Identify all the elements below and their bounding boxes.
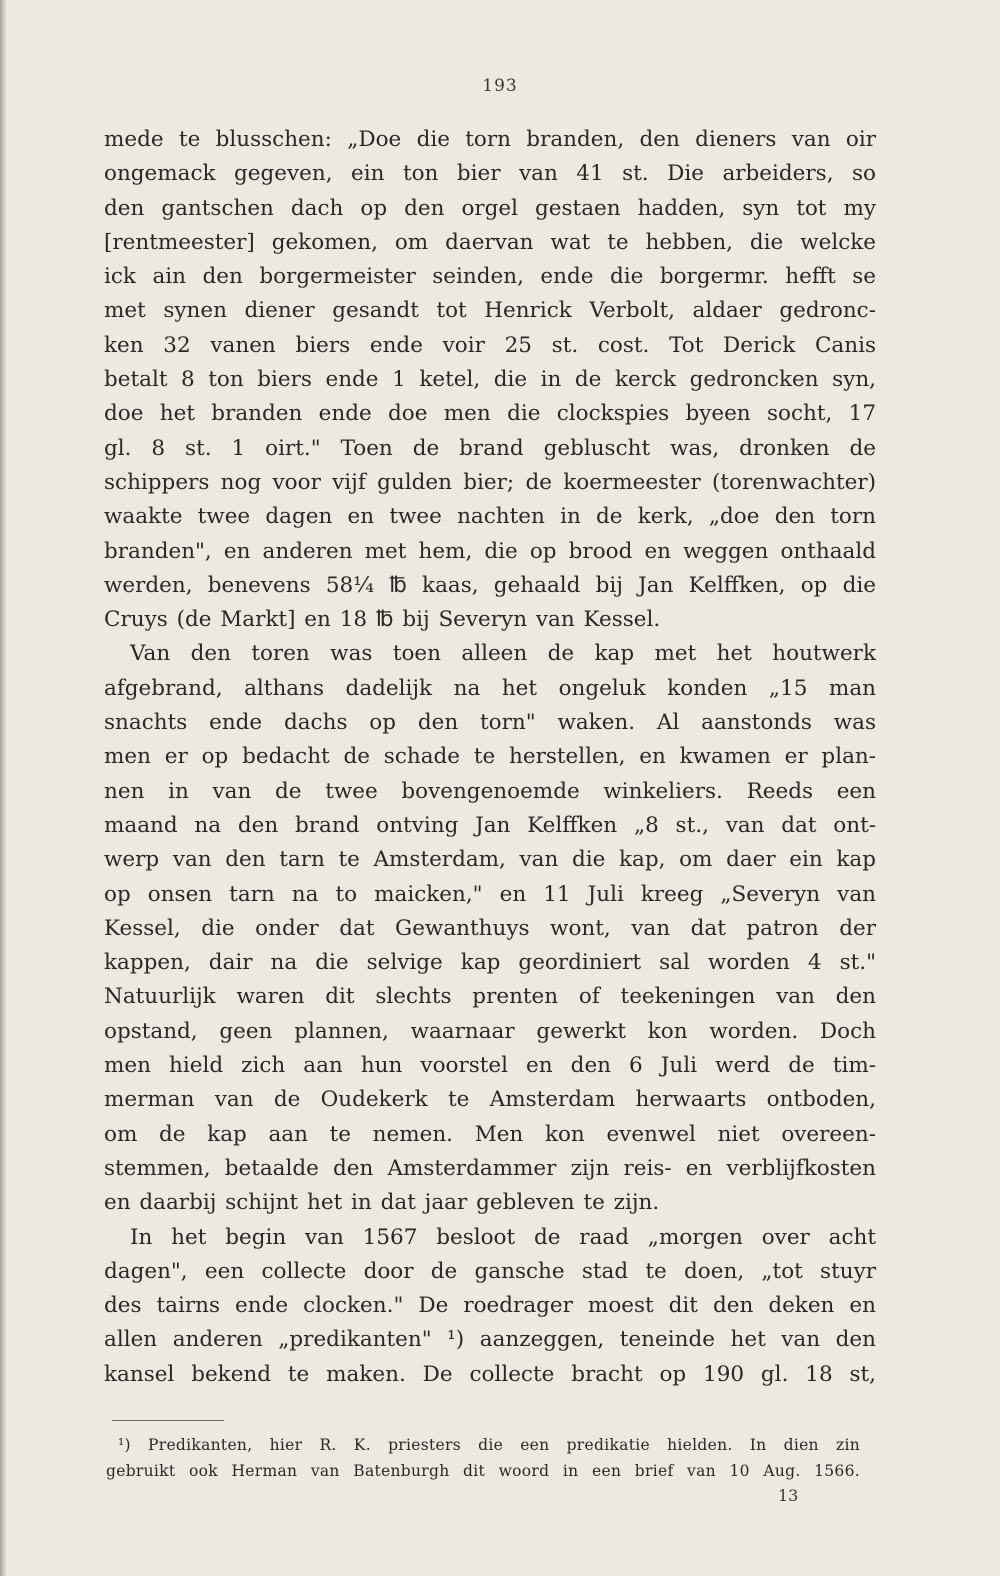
text-line: ick ain den borgermeister seinden, ende die borgermr. hefft se <box>104 264 876 290</box>
text-line: Natuurlijk waren dit slechts prenten of teekeningen van den <box>104 984 876 1010</box>
text-line: schippers nog voor vijf gulden bier; de koermeester (torenwachter) <box>104 469 876 495</box>
text-line: waakte twee dagen en twee nachten in de kerk, „doe den torn <box>104 504 876 530</box>
text-line: dagen", een collecte door de gansche stad te doen, „tot stuyr <box>104 1258 876 1284</box>
paragraph-start-line: Van den toren was toen alleen de kap met het houtwerk <box>130 641 876 667</box>
signature-mark: 13 <box>778 1486 799 1505</box>
text-line: branden", en anderen met hem, die op brood en weggen onthaald <box>104 538 876 564</box>
text-line: werp van den tarn te Amsterdam, van die kap, om daer ein kap <box>104 847 876 873</box>
text-line: om de kap aan te nemen. Men kon evenwel niet overeen- <box>104 1121 876 1147</box>
text-line: den gantschen dach op den orgel gestaen hadden, syn tot my <box>104 195 876 221</box>
footnotes <box>106 1432 860 1484</box>
text-line: opstand, geen plannen, waarnaar gewerkt kon worden. Doch <box>104 1018 876 1044</box>
paragraph-end-line: en daarbij schijnt het in dat jaar gebleven te zijn. <box>104 1190 660 1216</box>
page-edge-shadow <box>0 0 6 1576</box>
paragraph-end-line: Cruys (de Markt] en 18 ℔ bij Severyn van Kessel. <box>104 607 661 633</box>
text-line: nen in van de twee bovengenoemde winkeliers. Reeds een <box>104 778 876 804</box>
body-text <box>104 123 876 1392</box>
text-line: met synen diener gesandt tot Henrick Verbolt, aldaer gedronc- <box>104 298 876 324</box>
text-line: merman van de Oudekerk te Amsterdam herwaarts ontboden, <box>104 1087 876 1113</box>
text-line: kansel bekend te maken. De collecte bracht op 190 gl. 18 st, <box>104 1361 876 1387</box>
text-line: gl. 8 st. 1 oirt." Toen de brand gebluscht was, dronken de <box>104 435 876 461</box>
text-line: men hield zich aan hun voorstel en den 6 Juli werd de tim- <box>104 1053 876 1079</box>
text-line: Kessel, die onder dat Gewanthuys wont, van dat patron der <box>104 915 876 941</box>
page-number: 193 <box>482 76 518 96</box>
text-line: stemmen, betaalde den Amsterdammer zijn reis- en verblijfkosten <box>104 1155 876 1181</box>
text-line: afgebrand, althans dadelijk na het ongeluk konden „15 man <box>104 675 876 701</box>
paragraph-start-line: In het begin van 1567 besloot de raad „morgen over acht <box>130 1224 876 1250</box>
text-line: des tairns ende clocken." De roedrager moest dit den deken en <box>104 1293 876 1319</box>
text-line: men er op bedacht de schade te herstellen, en kwamen er plan- <box>104 744 876 770</box>
footnote-line: gebruikt ook Herman van Batenburgh dit woord in een brief van 10 Aug. 1566. <box>106 1462 860 1480</box>
footnote-divider <box>112 1420 224 1421</box>
text-line: doe het branden ende doe men die clockspies byeen socht, 17 <box>104 401 876 427</box>
text-line: ken 32 vanen biers ende voir 25 st. cost. Tot Derick Canis <box>104 332 876 358</box>
text-line: kappen, dair na die selvige kap geordiniert sal worden 4 st." <box>104 950 876 976</box>
text-line: snachts ende dachs op den torn" waken. Al aanstonds was <box>104 710 876 736</box>
text-line: werden, benevens 58¼ ℔ kaas, gehaald bij Jan Kelffken, op die <box>104 572 876 598</box>
text-line: maand na den brand ontving Jan Kelffken „8 st., van dat ont- <box>104 812 876 838</box>
footnote-line: ¹) Predikanten, hier R. K. priesters die een predikatie hielden. In dien zin <box>118 1436 860 1454</box>
text-line: [rentmeester] gekomen, om daervan wat te hebben, die welcke <box>104 229 876 255</box>
text-line: op onsen tarn na to maicken," en 11 Juli kreeg „Severyn van <box>104 881 876 907</box>
text-line: allen anderen „predikanten" ¹) aanzeggen, teneinde het van den <box>104 1327 876 1353</box>
text-line: mede te blusschen: „Doe die torn branden, den dieners van oir <box>104 127 876 152</box>
text-line: betalt 8 ton biers ende 1 ketel, die in de kerck gedroncken syn, <box>104 367 876 393</box>
text-line: ongemack gegeven, ein ton bier van 41 st. Die arbeiders, so <box>104 161 876 187</box>
